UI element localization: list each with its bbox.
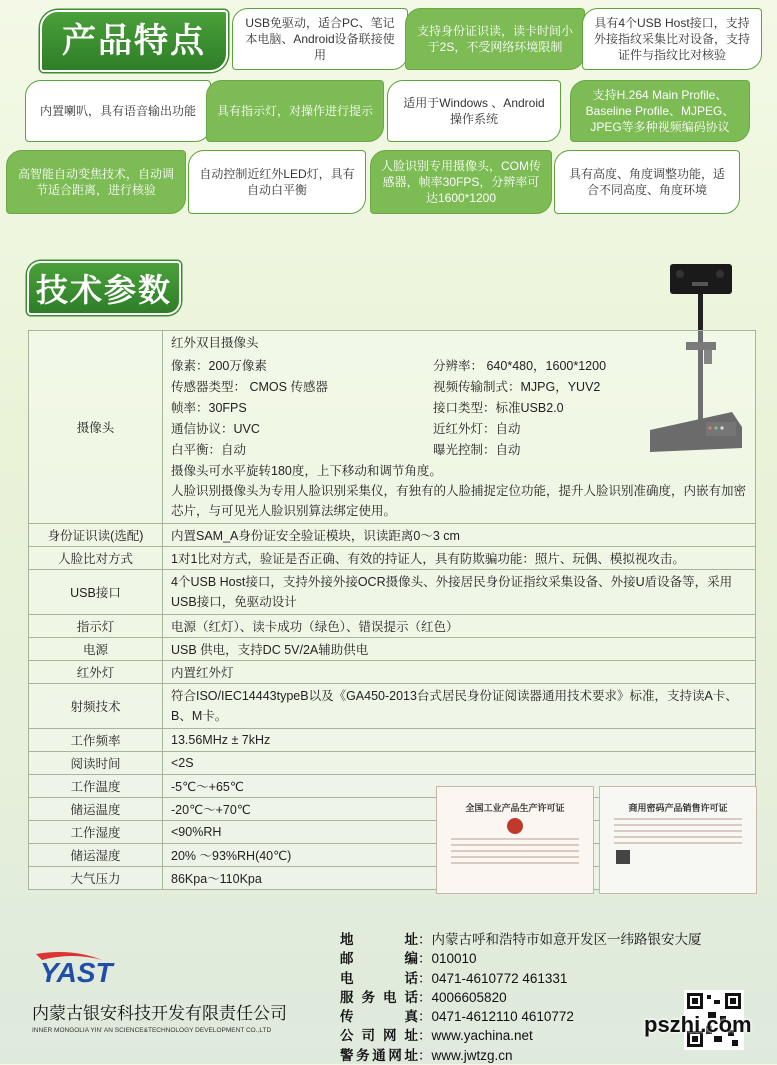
row-value: -5℃～+65℃ bbox=[163, 775, 756, 798]
feature-box-usb: USB免驱动，适合PC、笔记本电脑、Android设备联接使用 bbox=[232, 8, 408, 70]
table-row bbox=[29, 684, 756, 729]
contact-value: www.jwtzg.cn bbox=[431, 1047, 513, 1063]
row-value: 13.56MHz ± 7kHz bbox=[163, 729, 756, 752]
camera-spec: 帧率：30FPS bbox=[171, 401, 247, 415]
row-label: 身份证识读(选配) bbox=[29, 524, 163, 547]
contact-row: 邮编：010010 bbox=[340, 949, 702, 968]
contact-key: 警务通网址 bbox=[340, 1047, 418, 1063]
contact-value: 4006605820 bbox=[431, 989, 507, 1005]
table-row bbox=[29, 524, 756, 547]
contact-key: 服务电话 bbox=[340, 989, 418, 1005]
row-label: 阅读时间 bbox=[29, 752, 163, 775]
table-row bbox=[29, 615, 756, 638]
row-label: 红外灯 bbox=[29, 661, 163, 684]
company-name-cn: 内蒙古银安科技开发有限责任公司 bbox=[32, 1004, 287, 1023]
company-name-en: INNER MONGOLIA YIN' AN SCIENCE&TECHNOLOGY DEVELOPMENT CO.,LTD bbox=[32, 1027, 272, 1034]
contact-row: 公司网址：www.yachina.net bbox=[340, 1026, 702, 1045]
qr-icon bbox=[616, 850, 630, 864]
row-value: 86Kpa～110Kpa bbox=[163, 867, 756, 890]
contact-row: 地址：内蒙古呼和浩特市如意开发区一纬路银安大厦 bbox=[340, 930, 702, 949]
camera-spec: 传感器类型： CMOS 传感器 bbox=[171, 380, 328, 394]
features-title-text: 产品特点 bbox=[62, 22, 206, 60]
company-logo-block bbox=[32, 950, 287, 1034]
row-value: <90%RH bbox=[163, 821, 756, 844]
row-value: 4个USB Host接口，支持外接外接OCR摄像头、外接居民身份证指纹采集设备、外接U盾设备等，采用USB接口，免驱动设计 bbox=[163, 570, 756, 615]
row-value: 电源（红灯）、读卡成功（绿色）、错误提示（红色） bbox=[163, 615, 756, 638]
row-value: 符合ISO/IEC14443typeB以及《GA450-2013台式居民身份证阅读器通用技术要求》标准，支持读A卡、B、M卡。 bbox=[163, 684, 756, 729]
contact-key: 传真 bbox=[340, 1009, 418, 1025]
row-label: 工作湿度 bbox=[29, 821, 163, 844]
row-label: 工作温度 bbox=[29, 775, 163, 798]
camera-spec: 接口类型：标准USB2.0 bbox=[433, 401, 564, 415]
row-label: 电源 bbox=[29, 638, 163, 661]
contact-key: 电话 bbox=[340, 970, 418, 986]
contact-row: 服务电话：4006605820 bbox=[340, 988, 702, 1007]
feature-box-indicator: 具有指示灯，对操作进行提示 bbox=[206, 80, 384, 142]
certificate-title: 商用密码产品销售许可证 bbox=[628, 803, 728, 813]
contact-key: 地址 bbox=[340, 932, 418, 947]
camera-note: 人脸识别摄像头为专用人脸识别采集仪，有独有的人脸捕捉定位功能，提升人脸识别准确度，内嵌有加密芯片，与可见光人脸识别算法绑定使用。 bbox=[171, 484, 747, 518]
contact-row: 传真：0471-4612110 4610772 bbox=[340, 1007, 702, 1026]
contact-key: 邮编 bbox=[340, 951, 418, 967]
camera-spec: 曝光控制：自动 bbox=[433, 443, 521, 457]
row-value: USB 供电，支持DC 5V/2A辅助供电 bbox=[163, 638, 756, 661]
table-row bbox=[29, 752, 756, 775]
row-value: 内置SAM_A身份证安全验证模块，识读距离0～3 cm bbox=[163, 524, 756, 547]
contact-row: 警务通网址：www.jwtzg.cn bbox=[340, 1046, 702, 1065]
row-label: 射频技术 bbox=[29, 684, 163, 729]
certificate-production-license bbox=[436, 786, 594, 894]
contact-value: www.yachina.net bbox=[431, 1028, 533, 1044]
feature-box-led: 自动控制近红外LED灯，具有自动白平衡 bbox=[188, 150, 366, 214]
row-label: 摄像头 bbox=[29, 331, 163, 524]
table-row bbox=[29, 661, 756, 684]
feature-box-zoom: 高智能自动变焦技术，自动调节适合距离，进行核验 bbox=[6, 150, 186, 214]
contact-value: 0471-4610772 461331 bbox=[431, 970, 568, 986]
camera-spec: 近红外灯：自动 bbox=[433, 422, 521, 436]
row-label: 储运温度 bbox=[29, 798, 163, 821]
contact-value: 内蒙古呼和浩特市如意开发区一纬路银安大厦 bbox=[431, 932, 702, 947]
contact-row: 电话：0471-4610772 461331 bbox=[340, 969, 702, 988]
feature-box-codec: 支持H.264 Main Profile、Baseline Profile、MJPEG、JPEG等多种视频编码协议 bbox=[570, 80, 750, 142]
feature-box-speaker: 内置喇叭，具有语音输出功能 bbox=[25, 80, 211, 142]
table-row bbox=[29, 729, 756, 752]
row-label: 大气压力 bbox=[29, 867, 163, 890]
watermark: pszhi.com bbox=[644, 1012, 752, 1037]
contact-value: 010010 bbox=[431, 951, 477, 967]
row-value: 20% ～93%RH(40℃) bbox=[163, 844, 756, 867]
row-label: 人脸比对方式 bbox=[29, 547, 163, 570]
camera-spec: 通信协议：UVC bbox=[171, 422, 260, 436]
row-value: 内置红外灯 bbox=[163, 661, 756, 684]
feature-box-usb-host: 具有4个USB Host接口，支持外接指纹采集比对设备，支持证件与指纹比对核验 bbox=[582, 8, 762, 70]
row-value bbox=[163, 331, 756, 524]
row-label: 工作频率 bbox=[29, 729, 163, 752]
camera-spec: 分辨率： 640*480，1600*1200 bbox=[433, 359, 607, 373]
camera-heading: 红外双目摄像头 bbox=[171, 336, 259, 350]
table-row bbox=[29, 547, 756, 570]
certificate-title: 全国工业产品生产许可证 bbox=[465, 803, 565, 813]
feature-box-face-camera: 人脸识别专用摄像头，COM传感器，帧率30FPS，分辨率可达1600*1200 bbox=[370, 150, 552, 214]
row-value: 1对1比对方式，验证是否正确、有效的持证人，具有防欺骗功能：照片、玩偶、模拟视攻击。 bbox=[163, 547, 756, 570]
row-label: USB接口 bbox=[29, 570, 163, 615]
row-label: 指示灯 bbox=[29, 615, 163, 638]
table-row bbox=[29, 570, 756, 615]
contact-value: 0471-4612110 4610772 bbox=[431, 1009, 574, 1025]
row-value: -20℃～+70℃ bbox=[163, 798, 756, 821]
feature-box-idcard: 支持身份证识读，读卡时间小于2S，不受网络环境限制 bbox=[405, 8, 585, 70]
feature-box-adjust: 具有高度、角度调整功能，适合不同高度、角度环境 bbox=[554, 150, 740, 214]
camera-spec: 像素：200万像素 bbox=[171, 359, 267, 373]
camera-spec: 白平衡：自动 bbox=[171, 443, 247, 457]
row-label: 储运湿度 bbox=[29, 844, 163, 867]
certificate-crypto-license bbox=[599, 786, 757, 894]
contact-key: 公司网址 bbox=[340, 1028, 418, 1044]
row-value: <2S bbox=[163, 752, 756, 775]
company-logo-icon bbox=[32, 950, 162, 986]
camera-spec: 视频传输制式：MJPG，YUV2 bbox=[433, 380, 601, 394]
contact-info bbox=[340, 930, 702, 1065]
emblem-icon bbox=[507, 818, 523, 834]
table-row-camera bbox=[29, 331, 756, 524]
camera-note: 摄像头可水平旋转180度，上下移动和调节角度。 bbox=[171, 464, 442, 478]
feature-box-os: 适用于Windows 、Android操作系统 bbox=[387, 80, 561, 142]
table-row bbox=[29, 638, 756, 661]
specs-title: 技术参数 bbox=[27, 261, 181, 315]
features-title bbox=[40, 10, 228, 72]
logo-text: YAST bbox=[40, 957, 113, 986]
